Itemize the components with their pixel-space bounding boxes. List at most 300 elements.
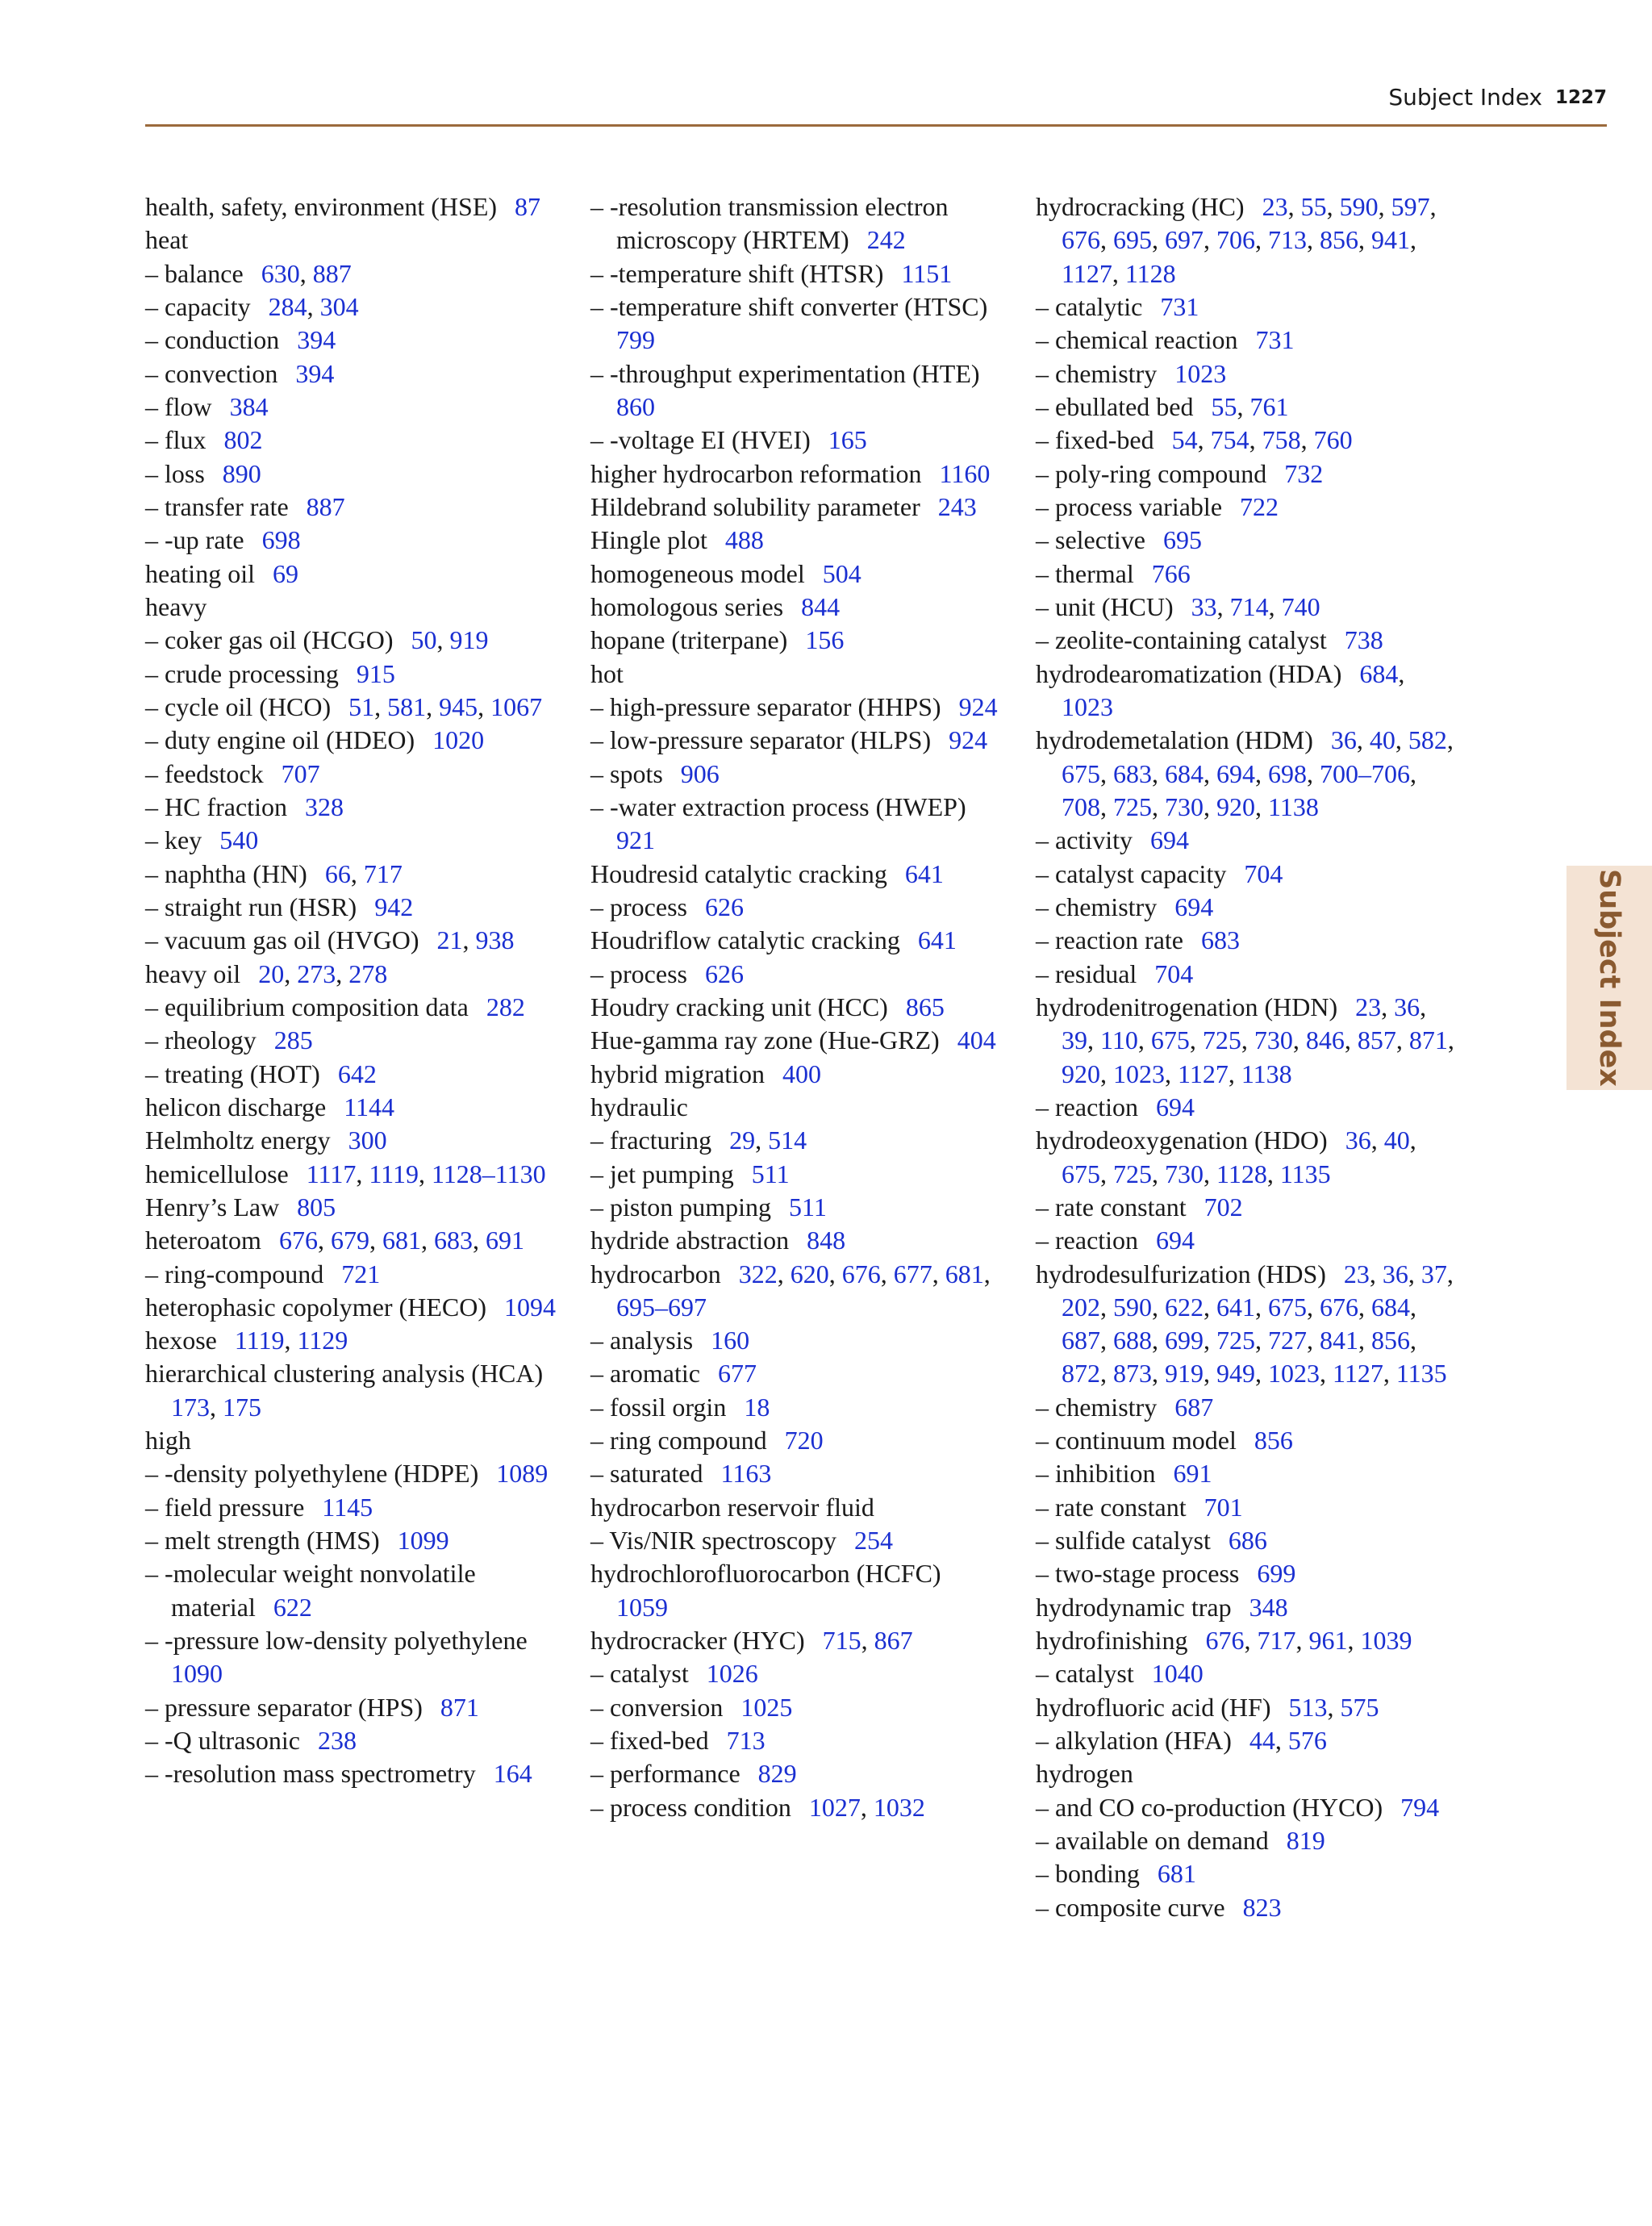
page-reference-link[interactable]: 725 bbox=[1202, 1025, 1241, 1055]
page-reference-link[interactable]: 156 bbox=[805, 625, 845, 655]
page-reference-link[interactable]: 40 bbox=[1383, 1126, 1410, 1155]
page-reference-link[interactable]: 848 bbox=[807, 1226, 846, 1255]
index-term: – continuum model bbox=[1036, 1426, 1237, 1455]
page-reference-link[interactable]: 713 bbox=[1268, 225, 1307, 255]
page-reference-link[interactable]: 597 bbox=[1391, 192, 1430, 221]
page-reference-link[interactable]: 717 bbox=[1257, 1626, 1296, 1656]
page-reference-link[interactable]: 1127 bbox=[1062, 258, 1112, 288]
page-reference-link[interactable]: 823 bbox=[1242, 1892, 1282, 1922]
page-reference-link[interactable]: 1067 bbox=[490, 691, 543, 721]
index-term: – ring-compound bbox=[145, 1259, 324, 1288]
page-reference-link[interactable]: 1039 bbox=[1360, 1626, 1412, 1656]
page-reference-link[interactable]: 684 bbox=[1359, 658, 1399, 688]
page-reference-link[interactable]: 714 bbox=[1229, 591, 1269, 621]
page-reference-link[interactable]: 695 bbox=[1113, 225, 1152, 255]
page-reference-link[interactable]: 511 bbox=[751, 1159, 790, 1188]
page-reference-link[interactable]: 242 bbox=[866, 225, 906, 255]
index-entry bbox=[145, 223, 565, 257]
index-entry bbox=[145, 1524, 565, 1557]
index-term: – poly-ring compound bbox=[1036, 458, 1267, 488]
page-reference-link[interactable]: 630 bbox=[261, 258, 300, 288]
page-reference-link[interactable]: 54 bbox=[1171, 425, 1198, 455]
page-reference-link[interactable]: 322 bbox=[738, 1259, 778, 1288]
page-reference-link[interactable]: 920 bbox=[1062, 1059, 1100, 1088]
index-term: – and CO co-production (HYCO) bbox=[1036, 1792, 1383, 1822]
page-reference-link[interactable]: 686 bbox=[1228, 1526, 1267, 1556]
page-reference-link[interactable]: 175 bbox=[223, 1392, 261, 1422]
page-reference-link[interactable]: 243 bbox=[937, 491, 977, 521]
index-entry bbox=[145, 1691, 565, 1724]
page-reference-link[interactable]: 819 bbox=[1286, 1826, 1325, 1856]
index-term: hydrodesulfurization (HDS) bbox=[1036, 1259, 1326, 1288]
page-reference-link[interactable]: 404 bbox=[957, 1025, 996, 1055]
page-reference-link[interactable]: 871 bbox=[1408, 1025, 1448, 1055]
index-entry bbox=[145, 1757, 565, 1790]
page-reference-link[interactable]: 1023 bbox=[1174, 358, 1227, 388]
page-reference-link[interactable]: 675 bbox=[1268, 1292, 1307, 1322]
page-reference-link[interactable]: 694 bbox=[1156, 1226, 1195, 1255]
page-reference-link[interactable]: 699 bbox=[1165, 1326, 1204, 1355]
page-reference-link[interactable]: 687 bbox=[1062, 1326, 1100, 1355]
page-reference-link[interactable]: 684 bbox=[1165, 758, 1204, 788]
page-reference-link[interactable]: 732 bbox=[1284, 458, 1324, 488]
page-reference-link[interactable]: 1089 bbox=[496, 1459, 549, 1489]
page-reference-link[interactable]: 699 bbox=[1257, 1559, 1296, 1589]
page-reference-link[interactable]: 873 bbox=[1113, 1359, 1152, 1389]
index-entry bbox=[1036, 1591, 1455, 1624]
page-reference-link[interactable]: 676 bbox=[1320, 1292, 1358, 1322]
page-reference-link[interactable]: 681 bbox=[945, 1259, 984, 1288]
page-reference-link[interactable]: 766 bbox=[1151, 558, 1191, 588]
index-term: heavy bbox=[145, 591, 207, 621]
page-reference-link[interactable]: 949 bbox=[1216, 1359, 1255, 1389]
page-reference-link[interactable]: 641 bbox=[917, 925, 957, 955]
page-reference-link[interactable]: 1144 bbox=[344, 1092, 395, 1121]
page-reference-link[interactable]: 906 bbox=[680, 758, 720, 788]
index-term: – vacuum gas oil (HVGO) bbox=[145, 925, 419, 955]
page-reference-link[interactable]: 704 bbox=[1244, 858, 1283, 888]
page-reference-link[interactable]: 304 bbox=[319, 291, 359, 321]
page-reference-link[interactable]: 39 bbox=[1062, 1025, 1087, 1055]
page-reference-link[interactable]: 694 bbox=[1156, 1092, 1195, 1121]
page-reference-link[interactable]: 1128 bbox=[1124, 258, 1176, 288]
index-entry bbox=[145, 1291, 565, 1324]
page-reference-link[interactable]: 23 bbox=[1262, 192, 1288, 221]
page-reference-link[interactable]: 961 bbox=[1308, 1626, 1348, 1656]
page-reference-link[interactable]: 69 bbox=[272, 558, 298, 588]
page-reference-link[interactable]: 942 bbox=[374, 892, 414, 921]
page-reference-link[interactable]: 700–706 bbox=[1320, 758, 1410, 788]
page-reference-link[interactable]: 915 bbox=[356, 658, 395, 688]
page-reference-link[interactable]: 641 bbox=[904, 858, 944, 888]
page-reference-link[interactable]: 23 bbox=[1343, 1259, 1370, 1288]
page-reference-link[interactable]: 938 bbox=[475, 925, 515, 955]
page-reference-link[interactable]: 941 bbox=[1371, 225, 1410, 255]
index-entry bbox=[145, 424, 565, 457]
page-reference-link[interactable]: 945 bbox=[439, 691, 478, 721]
page-reference-link[interactable]: 1023 bbox=[1062, 691, 1113, 721]
index-entry bbox=[1036, 1557, 1455, 1590]
index-entry bbox=[590, 1657, 1010, 1690]
index-entry bbox=[590, 691, 1010, 724]
page-reference-link[interactable]: 29 bbox=[729, 1126, 756, 1155]
index-term: heterophasic copolymer (HECO) bbox=[145, 1292, 486, 1322]
page-reference-link[interactable]: 725 bbox=[1216, 1326, 1255, 1355]
index-entry bbox=[590, 1691, 1010, 1724]
index-entry: heteroatom 676, 679, 681, 683, 691 bbox=[145, 1226, 524, 1255]
index-term: – process bbox=[590, 958, 687, 988]
page-reference-link[interactable]: 702 bbox=[1204, 1192, 1243, 1222]
page-reference-link[interactable]: 687 bbox=[1174, 1392, 1214, 1422]
page-reference-link[interactable]: 698 bbox=[1268, 758, 1307, 788]
page-reference-link[interactable]: 1138 bbox=[1268, 791, 1319, 821]
page-reference-link[interactable]: 688 bbox=[1113, 1326, 1152, 1355]
page-reference-link[interactable]: 1040 bbox=[1151, 1659, 1204, 1689]
page-reference-link[interactable]: 887 bbox=[312, 258, 352, 288]
page-reference-link[interactable]: 676 bbox=[1205, 1626, 1245, 1656]
page-reference-link[interactable]: 202 bbox=[1062, 1292, 1100, 1322]
page-reference-link[interactable]: 681 bbox=[1157, 1859, 1196, 1889]
page-reference-link[interactable]: 676 bbox=[841, 1259, 881, 1288]
page-reference-link[interactable]: 829 bbox=[757, 1759, 797, 1789]
index-entry bbox=[145, 658, 565, 691]
page-reference-link[interactable]: 683 bbox=[433, 1226, 473, 1255]
index-entry bbox=[145, 758, 565, 791]
page-reference-link[interactable]: 761 bbox=[1249, 391, 1289, 421]
page-reference-link[interactable]: 740 bbox=[1281, 591, 1320, 621]
page-reference-link[interactable]: 33 bbox=[1191, 591, 1217, 621]
index-entry bbox=[1036, 1224, 1455, 1257]
index-term: hydrofluoric acid (HF) bbox=[1036, 1692, 1271, 1722]
page-reference-link[interactable]: 164 bbox=[493, 1759, 532, 1789]
page-reference-link[interactable]: 1090 bbox=[171, 1659, 223, 1689]
page-reference-link[interactable]: 55 bbox=[1211, 391, 1237, 421]
page-reference-link[interactable]: 865 bbox=[905, 992, 945, 1021]
page-reference-link[interactable]: 254 bbox=[854, 1526, 894, 1556]
page-reference-link[interactable]: 675 bbox=[1150, 1025, 1190, 1055]
page-reference-link[interactable]: 713 bbox=[726, 1726, 766, 1756]
page-reference-link[interactable]: 1135 bbox=[1395, 1359, 1447, 1389]
page-reference-link[interactable]: 697 bbox=[1165, 225, 1204, 255]
page-reference-link[interactable]: 919 bbox=[1165, 1359, 1204, 1389]
page-reference-link[interactable]: 1160 bbox=[939, 458, 991, 488]
index-entry bbox=[590, 758, 1010, 791]
page-reference-link[interactable]: 1023 bbox=[1113, 1059, 1165, 1088]
page-reference-link[interactable]: 725 bbox=[1113, 1159, 1152, 1188]
index-entry bbox=[590, 858, 1010, 891]
page-reference-link[interactable]: 802 bbox=[223, 425, 263, 455]
index-entry bbox=[145, 1624, 565, 1691]
page-reference-link[interactable]: 844 bbox=[801, 591, 841, 621]
page-reference-link[interactable]: 511 bbox=[789, 1192, 827, 1222]
index-entry bbox=[145, 891, 565, 924]
page-reference-link[interactable]: 704 bbox=[1154, 958, 1194, 988]
index-term: hydrochlorofluorocarbon (HCFC) bbox=[590, 1559, 941, 1589]
page-reference-link[interactable]: 799 bbox=[616, 325, 655, 355]
page-reference-link[interactable]: 110 bbox=[1100, 1025, 1138, 1055]
page-reference-link[interactable]: 919 bbox=[449, 625, 489, 655]
page-reference-link[interactable]: 715 bbox=[822, 1626, 861, 1656]
page-reference-link[interactable]: 887 bbox=[306, 491, 345, 521]
page-reference-link[interactable]: 44 bbox=[1249, 1726, 1275, 1756]
page-reference-link[interactable]: 694 bbox=[1149, 825, 1189, 855]
page-reference-link[interactable]: 856 bbox=[1254, 1426, 1293, 1455]
page-reference-link[interactable]: 590 bbox=[1339, 192, 1379, 221]
page-reference-link[interactable]: 921 bbox=[616, 825, 655, 855]
page-reference-link[interactable]: 626 bbox=[704, 958, 744, 988]
page-reference-link[interactable]: 681 bbox=[382, 1226, 421, 1255]
index-term: – selective bbox=[1036, 525, 1145, 555]
page-reference-link[interactable]: 841 bbox=[1320, 1326, 1358, 1355]
index-term: hydrocarbon reservoir fluid bbox=[590, 1492, 874, 1522]
page-reference-link[interactable]: 626 bbox=[704, 892, 744, 921]
page-reference-link[interactable]: 691 bbox=[485, 1226, 524, 1255]
page-reference-link[interactable]: 707 bbox=[281, 758, 320, 788]
page-reference-link[interactable]: 1138 bbox=[1241, 1059, 1292, 1088]
page-reference-link[interactable]: 683 bbox=[1113, 758, 1152, 788]
page-reference-link[interactable]: 278 bbox=[348, 958, 388, 988]
index-entry bbox=[590, 624, 1010, 657]
page-reference-link[interactable]: 701 bbox=[1204, 1492, 1243, 1522]
index-entry: – alkylation (HFA) 44, 576 bbox=[1036, 1726, 1327, 1756]
page-reference-link[interactable]: 677 bbox=[717, 1359, 757, 1389]
index-term: – fracturing bbox=[590, 1126, 712, 1155]
index-term: hydride abstraction bbox=[590, 1226, 790, 1255]
index-term: – equilibrium composition data bbox=[145, 992, 469, 1021]
page-reference-link[interactable]: 273 bbox=[297, 958, 336, 988]
page-reference-link[interactable]: 50 bbox=[411, 625, 437, 655]
index-term: hexose bbox=[145, 1326, 217, 1355]
page-reference-link[interactable]: 1127 bbox=[1333, 1359, 1383, 1389]
index-term: – naphtha (HN) bbox=[145, 858, 307, 888]
index-term: – -pressure low-density polyethylene bbox=[145, 1626, 528, 1656]
page-reference-link[interactable]: 285 bbox=[273, 1025, 313, 1055]
page-reference-link[interactable]: 36 bbox=[1382, 1259, 1408, 1288]
index-entry bbox=[590, 1357, 1010, 1390]
index-entry bbox=[1036, 1491, 1455, 1524]
index-term: – chemical reaction bbox=[1036, 325, 1238, 355]
page-reference-link[interactable]: 36 bbox=[1345, 1126, 1371, 1155]
index-entry bbox=[1036, 858, 1455, 891]
page-reference-link[interactable]: 1023 bbox=[1268, 1359, 1320, 1389]
page-reference-link[interactable]: 21 bbox=[436, 925, 463, 955]
page-reference-link[interactable]: 698 bbox=[261, 525, 301, 555]
page-reference-link[interactable]: 1094 bbox=[503, 1292, 556, 1322]
page-reference-link[interactable]: 37 bbox=[1420, 1259, 1447, 1288]
index-term: – bonding bbox=[1036, 1859, 1140, 1889]
index-entry bbox=[145, 1058, 565, 1091]
page-reference-link[interactable]: 760 bbox=[1313, 425, 1353, 455]
page-reference-link[interactable]: 238 bbox=[317, 1726, 357, 1756]
page-reference-link[interactable]: 794 bbox=[1400, 1792, 1440, 1822]
page-reference-link[interactable]: 1059 bbox=[616, 1592, 668, 1622]
page-reference-link[interactable]: 860 bbox=[616, 391, 655, 421]
page-reference-link[interactable]: 924 bbox=[949, 725, 988, 755]
page-reference-link[interactable]: 582 bbox=[1408, 725, 1447, 755]
page-reference-link[interactable]: 620 bbox=[790, 1259, 829, 1288]
page-reference-link[interactable]: 694 bbox=[1174, 892, 1214, 921]
page-reference-link[interactable]: 641 bbox=[1216, 1292, 1255, 1322]
page-reference-link[interactable]: 622 bbox=[273, 1592, 312, 1622]
page-reference-link[interactable]: 684 bbox=[1371, 1292, 1410, 1322]
page-reference-link[interactable]: 677 bbox=[893, 1259, 932, 1288]
page-reference-link[interactable]: 758 bbox=[1262, 425, 1301, 455]
page-reference-link[interactable]: 805 bbox=[297, 1192, 336, 1222]
page-reference-link[interactable]: 675 bbox=[1062, 758, 1100, 788]
page-reference-link[interactable]: 706 bbox=[1216, 225, 1255, 255]
page-reference-link[interactable]: 867 bbox=[874, 1626, 913, 1656]
page-reference-link[interactable]: 394 bbox=[295, 358, 335, 388]
page-reference-link[interactable]: 708 bbox=[1062, 791, 1100, 821]
index-entry bbox=[1036, 1757, 1455, 1790]
page-reference-link[interactable]: 590 bbox=[1113, 1292, 1152, 1322]
page-reference-link[interactable]: 730 bbox=[1165, 791, 1204, 821]
index-term: – reaction bbox=[1036, 1092, 1139, 1121]
page-reference-link[interactable]: 66 bbox=[324, 858, 351, 888]
page-reference-link[interactable]: 1119 bbox=[234, 1326, 285, 1355]
index-entry bbox=[590, 658, 1010, 691]
page-reference-link[interactable]: 575 bbox=[1340, 1692, 1379, 1722]
running-header bbox=[145, 81, 1607, 127]
page-reference-link[interactable]: 504 bbox=[822, 558, 861, 588]
page-reference-link[interactable]: 676 bbox=[278, 1226, 318, 1255]
page-reference-link[interactable]: 581 bbox=[387, 691, 427, 721]
index-entry bbox=[1036, 891, 1455, 924]
page-reference-link[interactable]: 622 bbox=[1165, 1292, 1204, 1322]
page-reference-link[interactable]: 540 bbox=[219, 825, 259, 855]
page-reference-link[interactable]: 695 bbox=[1162, 525, 1202, 555]
page-reference-link[interactable]: 730 bbox=[1165, 1159, 1204, 1188]
index-entry bbox=[590, 357, 1010, 424]
page-reference-link[interactable]: 513 bbox=[1288, 1692, 1328, 1722]
index-entry: hydrocarbon 322, 620, 676, 677, 681, 695–697 bbox=[590, 1259, 991, 1322]
page-reference-link[interactable]: 720 bbox=[784, 1426, 824, 1455]
page-reference-link[interactable]: 725 bbox=[1113, 791, 1152, 821]
page-reference-link[interactable]: 36 bbox=[1394, 992, 1420, 1021]
page-reference-link[interactable]: 727 bbox=[1268, 1326, 1307, 1355]
page-reference-link[interactable]: 1117 bbox=[306, 1159, 357, 1188]
page-reference-link[interactable]: 691 bbox=[1173, 1459, 1212, 1489]
page-reference-link[interactable]: 924 bbox=[958, 691, 998, 721]
page-reference-link[interactable]: 55 bbox=[1300, 192, 1327, 221]
index-term: hydrodynamic trap bbox=[1036, 1592, 1232, 1622]
page-reference-link[interactable]: 717 bbox=[363, 858, 403, 888]
page-reference-link[interactable]: 40 bbox=[1369, 725, 1395, 755]
page-reference-link[interactable]: 920 bbox=[1216, 791, 1255, 821]
page-reference-link[interactable]: 857 bbox=[1357, 1025, 1396, 1055]
index-term: Henry’s Law bbox=[145, 1192, 280, 1222]
page-reference-link[interactable]: 87 bbox=[515, 192, 541, 221]
page-reference-link[interactable]: 683 bbox=[1201, 925, 1240, 955]
index-entry bbox=[1036, 558, 1455, 591]
page-reference-link[interactable]: 1128 bbox=[1216, 1159, 1267, 1188]
page-reference-link[interactable]: 300 bbox=[348, 1126, 387, 1155]
page-reference-link[interactable]: 284 bbox=[268, 291, 307, 321]
page-reference-link[interactable]: 165 bbox=[828, 425, 867, 455]
page-reference-link[interactable]: 676 bbox=[1062, 225, 1100, 255]
index-term: heteroatom bbox=[145, 1226, 261, 1255]
index-column-2 bbox=[590, 190, 1010, 1824]
page-reference-link[interactable]: 160 bbox=[711, 1326, 750, 1355]
page-reference-link[interactable]: 872 bbox=[1062, 1359, 1100, 1389]
page-reference-link[interactable]: 754 bbox=[1210, 425, 1249, 455]
page-reference-link[interactable]: 642 bbox=[337, 1059, 377, 1088]
page-reference-link[interactable]: 282 bbox=[486, 992, 525, 1021]
page-reference-link[interactable]: 721 bbox=[341, 1259, 381, 1288]
page-reference-link[interactable]: 1128–1130 bbox=[431, 1159, 546, 1188]
page-reference-link[interactable]: 1099 bbox=[397, 1526, 449, 1556]
index-entry bbox=[590, 1557, 1010, 1624]
page-reference-link[interactable]: 20 bbox=[258, 958, 285, 988]
page-reference-link[interactable]: 488 bbox=[724, 525, 764, 555]
index-entry bbox=[590, 524, 1010, 557]
index-entry bbox=[1036, 290, 1455, 324]
page-reference-link[interactable]: 1127 bbox=[1178, 1059, 1229, 1088]
page-reference-link[interactable]: 1135 bbox=[1279, 1159, 1331, 1188]
index-term: – analysis bbox=[590, 1326, 694, 1355]
page-reference-link[interactable]: 731 bbox=[1160, 291, 1199, 321]
page-reference-link[interactable]: 1145 bbox=[322, 1492, 373, 1522]
page-reference-link[interactable]: 1119 bbox=[369, 1159, 419, 1188]
page-reference-link[interactable]: 856 bbox=[1320, 225, 1358, 255]
page-reference-link[interactable]: 730 bbox=[1254, 1025, 1293, 1055]
page-reference-link[interactable]: 514 bbox=[768, 1126, 807, 1155]
index-entry bbox=[590, 1424, 1010, 1457]
index-term: – treating (HOT) bbox=[145, 1059, 320, 1088]
page-reference-link[interactable]: 738 bbox=[1344, 625, 1383, 655]
page-reference-link[interactable]: 890 bbox=[222, 458, 261, 488]
page-reference-link[interactable]: 1163 bbox=[720, 1459, 772, 1489]
page-reference-link[interactable]: 1151 bbox=[901, 258, 953, 288]
page-reference-link[interactable]: 1027 bbox=[808, 1792, 861, 1822]
page-reference-link[interactable]: 871 bbox=[440, 1692, 479, 1722]
index-entry: – process condition 1027, 1032 bbox=[590, 1792, 925, 1822]
page-reference-link[interactable]: 23 bbox=[1355, 992, 1382, 1021]
page-reference-link[interactable]: 679 bbox=[330, 1226, 369, 1255]
page-reference-link[interactable]: 1129 bbox=[297, 1326, 348, 1355]
index-term: hydrodemetalation (HDM) bbox=[1036, 725, 1313, 755]
page-reference-link[interactable]: 394 bbox=[297, 325, 336, 355]
page-reference-link[interactable]: 694 bbox=[1216, 758, 1255, 788]
index-term: – composite curve bbox=[1036, 1892, 1225, 1922]
page-reference-link[interactable]: 846 bbox=[1305, 1025, 1345, 1055]
index-term: – conduction bbox=[145, 325, 280, 355]
index-term: – catalyst bbox=[1036, 1659, 1134, 1689]
page-reference-link[interactable]: 675 bbox=[1062, 1159, 1100, 1188]
page-reference-link[interactable]: 576 bbox=[1287, 1726, 1327, 1756]
page-reference-link[interactable]: 328 bbox=[304, 791, 344, 821]
page-reference-link[interactable]: 173 bbox=[171, 1392, 210, 1422]
page-reference-link[interactable]: 695–697 bbox=[616, 1292, 707, 1322]
page-reference-link[interactable]: 1032 bbox=[873, 1792, 925, 1822]
page-reference-link[interactable]: 400 bbox=[782, 1059, 821, 1088]
page-reference-link[interactable]: 51 bbox=[348, 691, 375, 721]
page-reference-link[interactable]: 1025 bbox=[740, 1692, 793, 1722]
page-reference-link[interactable]: 18 bbox=[744, 1392, 770, 1422]
index-entry bbox=[145, 1491, 565, 1524]
index-term: hydraulic bbox=[590, 1092, 688, 1121]
page-reference-link[interactable]: 722 bbox=[1240, 491, 1279, 521]
page-reference-link[interactable]: 348 bbox=[1249, 1592, 1288, 1622]
page-reference-link[interactable]: 856 bbox=[1371, 1326, 1410, 1355]
page-reference-link[interactable]: 384 bbox=[229, 391, 269, 421]
index-term: – field pressure bbox=[145, 1492, 305, 1522]
page-reference-link[interactable]: 731 bbox=[1255, 325, 1295, 355]
page-reference-link[interactable]: 1020 bbox=[432, 725, 485, 755]
page-reference-link[interactable]: 36 bbox=[1330, 725, 1357, 755]
page-reference-link[interactable]: 1026 bbox=[706, 1659, 758, 1689]
index-term: heavy oil bbox=[145, 958, 241, 988]
